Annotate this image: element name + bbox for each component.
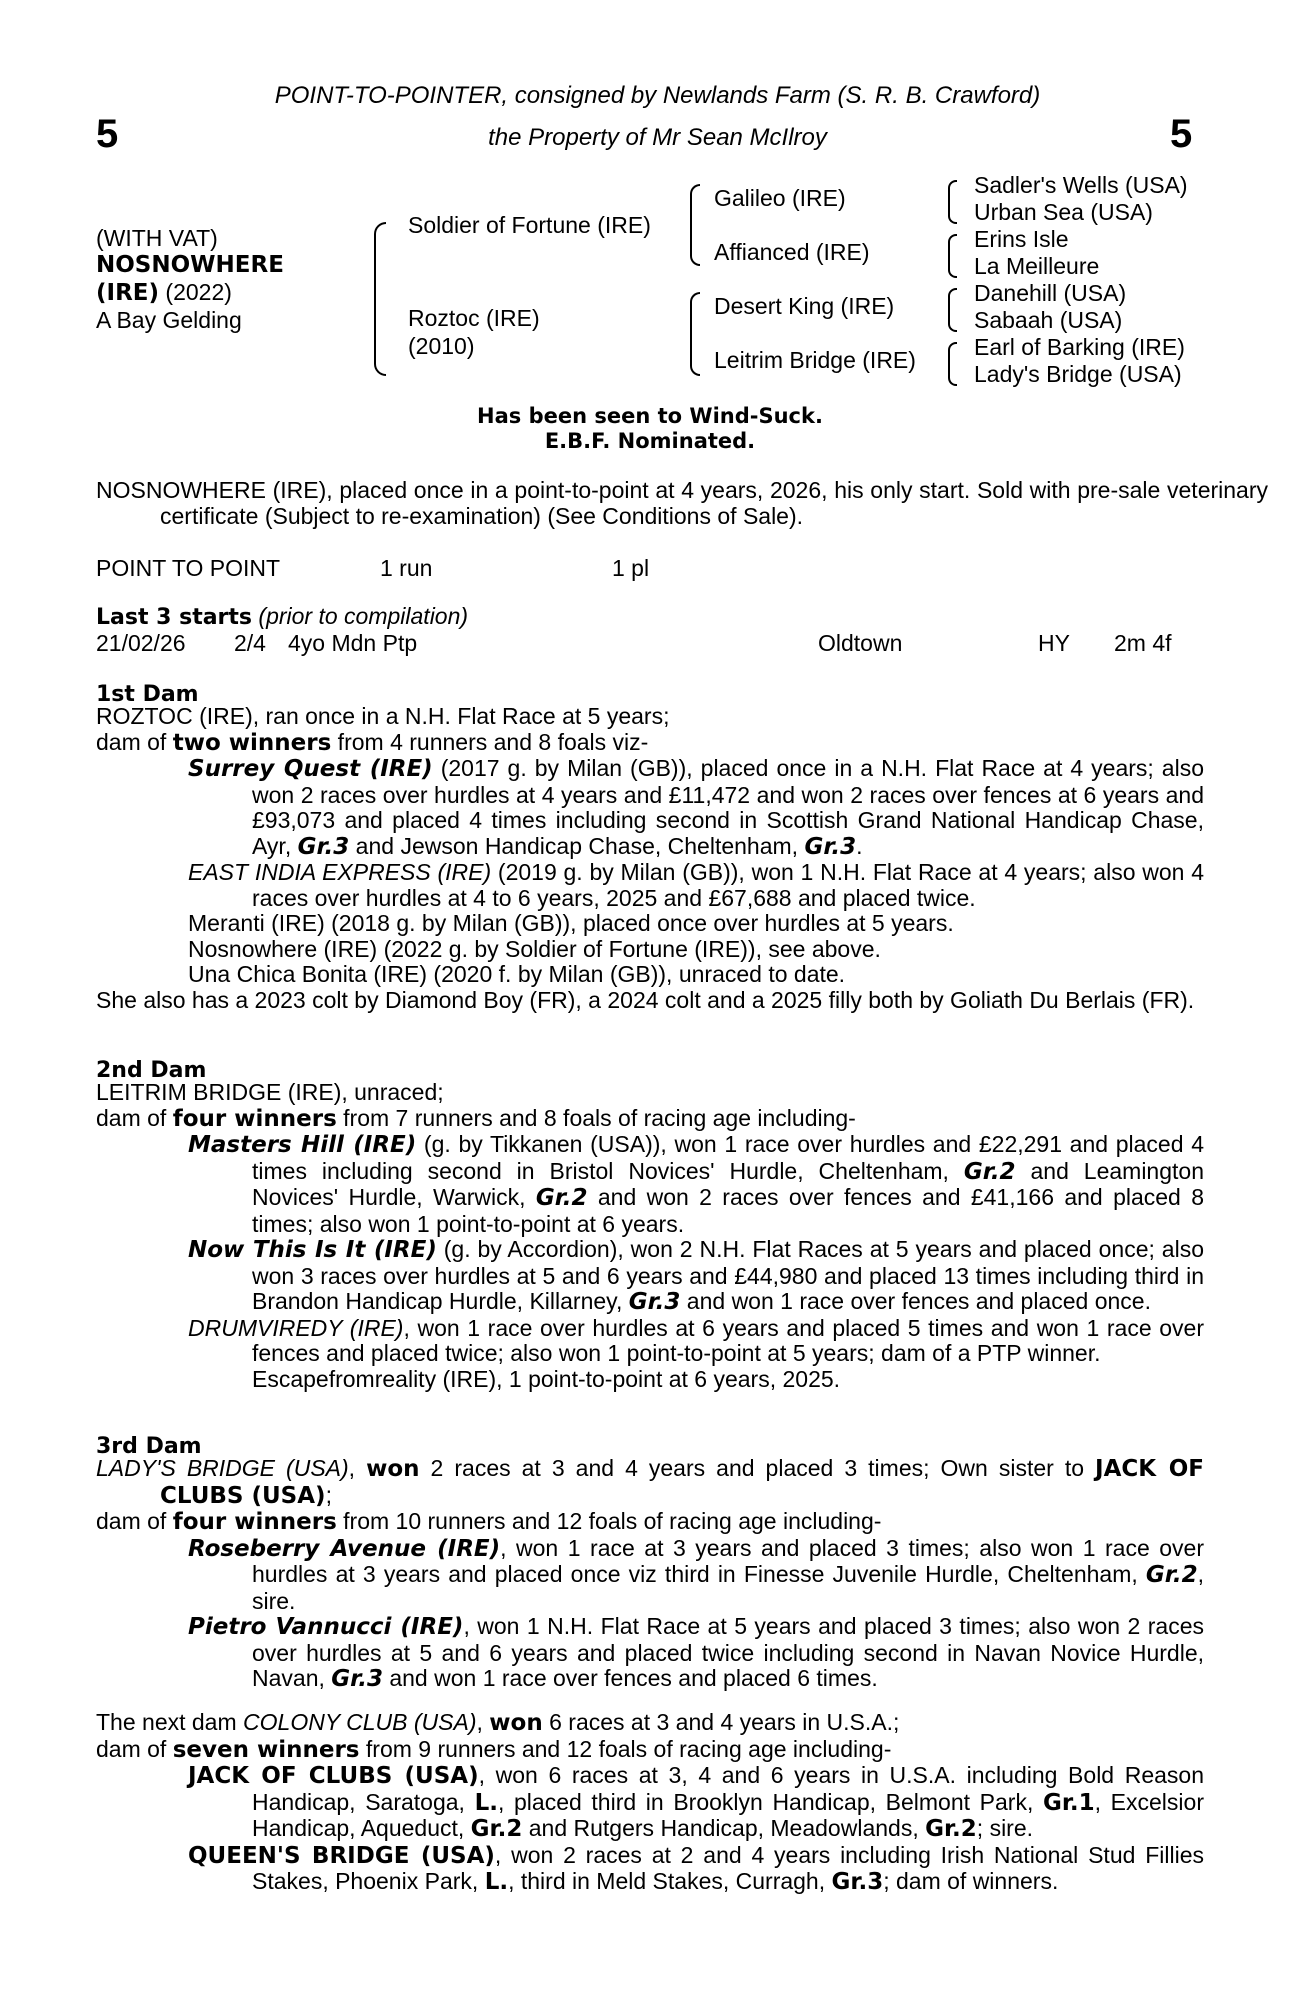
dam2-progeny-1: Masters Hill (IRE) (g. by Tikkanen (USA)), won 1 race over hurdles and £22,291 and placed 4 times including second in Bristol Novices' Hurdle, Cheltenham, Gr.2 and Leamington Novices' Hurdle, Warwick, Gr.2 and won 2 races over fences and £41,166 and placed 8 times; also won 1 point-to-point at 6 years. xyxy=(188,1131,1204,1237)
dam3-progeny-2: Pietro Vannucci (IRE), won 1 N.H. Flat Race at 5 years and placed 3 times; also won 2 races over hurdles at 5 and 6 years and placed twice including second in Navan Novice Hurdle, Navan, Gr.3 and won 1 race over fences and placed 6 times. xyxy=(188,1613,1204,1692)
last-starts-title: Last 3 starts xyxy=(96,605,253,630)
horse-description: A Bay Gelding xyxy=(96,307,242,333)
dam3-line1: LADY'S BRIDGE (USA), won 2 races at 3 and 4 years and placed 3 times; Own sister to JACK OF CLUBS (USA); xyxy=(96,1455,1204,1509)
dam3-line2: dam of four winners from 10 runners and 12 foals of racing age including- xyxy=(96,1508,882,1535)
pedigree-brace-g3 xyxy=(948,288,957,332)
notice-ebf: E.B.F. Nominated. xyxy=(544,429,756,453)
dam2-progeny-2: Now This Is It (IRE) (g. by Accordion), won 2 N.H. Flat Races at 5 years and placed once; also won 3 races over hurdles at 5 and 6 years and £44,980 and placed 13 times including third in Brandon Handicap Hurdle, Killarney, Gr.3 and won 1 race over fences and placed once. xyxy=(188,1236,1204,1315)
dam2-heading-text: 2nd Dam xyxy=(96,1058,207,1083)
pedigree-sire-dam: Affianced (IRE) xyxy=(714,239,870,265)
dam1-progeny-2: EAST INDIA EXPRESS (IRE) (2019 g. by Milan (GB)), won 1 N.H. Flat Race at 4 years; also won 4 races over hurdles at 4 to 6 years, 2025 and £67,688 and placed twice. xyxy=(188,859,1204,911)
consignor-line: POINT-TO-POINTER, consigned by Newlands Farm (S. R. B. Crawford) xyxy=(274,82,1041,109)
pedigree-g3-2: Urban Sea (USA) xyxy=(974,199,1153,225)
pedigree-sire: Soldier of Fortune (IRE) xyxy=(408,212,651,238)
pedigree-g3-8: Lady's Bridge (USA) xyxy=(974,361,1182,387)
pedigree-brace-g1 xyxy=(948,180,957,224)
next-dam-section xyxy=(96,1710,1204,1896)
dam1-progeny-5: Una Chica Bonita (IRE) (2020 f. by Milan (GB)), unraced to date. xyxy=(188,961,846,987)
start-distance: 2m 4f xyxy=(1114,630,1172,656)
pedigree-brace-dam xyxy=(690,292,700,376)
next-dam-line2: dam of seven winners from 9 runners and 12 foals of racing age including- xyxy=(96,1735,892,1763)
start-going: HY xyxy=(1038,630,1070,656)
dam2-line2: dam of four winners from 7 runners and 8 foals of racing age including- xyxy=(96,1104,856,1132)
property-line: the Property of Mr Sean McIlroy xyxy=(488,124,827,151)
last-starts-note: (prior to compilation) xyxy=(258,603,469,629)
dam3-section xyxy=(96,1456,1204,1693)
pedigree-sire-sire: Galileo (IRE) xyxy=(714,185,846,211)
lot-number-left: 5 xyxy=(96,112,119,156)
horse-country: (IRE) xyxy=(96,280,160,306)
pedigree-g3-5: Danehill (USA) xyxy=(974,280,1127,306)
dam1-line1: ROZTOC (IRE), ran once in a N.H. Flat Race at 5 years; xyxy=(96,703,670,729)
next-dam-progeny-2: QUEEN'S BRIDGE (USA), won 2 races at 2 and 4 years including Irish National Stud Fillies Stakes, Phoenix Park, L., third in Meld Stakes, Curragh, Gr.3; dam of winners. xyxy=(188,1841,1204,1895)
dam3-heading-text: 3rd Dam xyxy=(96,1434,202,1459)
next-dam-line1: The next dam COLONY CLUB (USA), won 6 races at 3 and 4 years in U.S.A.; xyxy=(96,1709,900,1736)
pedigree-g3-7: Earl of Barking (IRE) xyxy=(974,334,1185,360)
pedigree-brace-main xyxy=(374,222,386,376)
dam2-progeny-3-sub: Escapefromreality (IRE), 1 point-to-point at 6 years, 2025. xyxy=(252,1365,841,1392)
lot-number-right: 5 xyxy=(1170,112,1193,156)
dam1-progeny-1: Surrey Quest (IRE) (2017 g. by Milan (GB)), placed once in a N.H. Flat Race at 4 years; also won 2 races over hurdles at 4 years and £11,472 and won 2 races over fences at 6 years and £93,073 and placed 4 times including second in Scottish Grand National Handicap Chase, Ayr, Gr.3 and Jewson Handicap Chase, Cheltenham, Gr.3. xyxy=(188,755,1204,860)
start-race: 4yo Mdn Ptp xyxy=(288,630,418,656)
record-placed: 1 pl xyxy=(612,555,650,581)
dam2-section xyxy=(96,1080,1204,1392)
horse-name: NOSNOWHERE xyxy=(96,252,284,278)
dam1-tail: She also has a 2023 colt by Diamond Boy (FR), a 2024 colt and a 2025 filly both by Goliath Du Berlais (FR). xyxy=(96,986,1195,1013)
pedigree-g3-4: La Meilleure xyxy=(974,253,1100,279)
pedigree-brace-g2 xyxy=(948,234,957,278)
dam3-progeny-1: Roseberry Avenue (IRE), won 1 race at 3 years and placed 3 times; also won 1 race over hurdles at 3 years and placed once viz third in Finesse Juvenile Hurdle, Cheltenham, Gr.2, sire. xyxy=(188,1534,1204,1614)
record-label: POINT TO POINT xyxy=(96,555,281,581)
last-starts-heading xyxy=(96,603,468,630)
start-course: Oldtown xyxy=(818,630,903,656)
pedigree-g3-1: Sadler's Wells (USA) xyxy=(974,172,1188,198)
horse-identity xyxy=(96,225,284,334)
pedigree-brace-sire xyxy=(690,184,700,266)
notice-wind-suck: Has been seen to Wind-Suck. xyxy=(477,404,823,428)
vat-label: (WITH VAT) xyxy=(96,225,218,251)
dam1-line2: dam of two winners from 4 runners and 8 foals viz- xyxy=(96,728,649,756)
dam1-progeny-4: Nosnowhere (IRE) (2022 g. by Soldier of Fortune (IRE)), see above. xyxy=(188,935,881,962)
next-dam-progeny-1: JACK OF CLUBS (USA), won 6 races at 3, 4 and 6 years in U.S.A. including Bold Reason Handicap, Saratoga, L., placed third in Brooklyn Handicap, Belmont Park, Gr.1, Excelsior Handicap, Aqueduct, Gr.2 and Rutgers Handicap, Meadowlands, Gr.2; sire. xyxy=(188,1762,1204,1842)
pedigree-g3-3: Erins Isle xyxy=(974,226,1069,252)
summary-paragraph: NOSNOWHERE (IRE), placed once in a point-to-point at 4 years, 2026, his only start. Sold with pre-sale veterinary certificate (Subject to re-examination) (See Conditions of Sale). xyxy=(96,477,1268,529)
record-runs: 1 run xyxy=(380,555,433,581)
dam2-line1: LEITRIM BRIDGE (IRE), unraced; xyxy=(96,1079,444,1105)
dam1-progeny-3: Meranti (IRE) (2018 g. by Milan (GB)), placed once over hurdles at 5 years. xyxy=(188,910,954,936)
pedigree-dam: Roztoc (IRE) xyxy=(408,305,540,331)
dam1-heading-text: 1st Dam xyxy=(96,682,199,707)
dam2-progeny-3: DRUMVIREDY (IRE), won 1 race over hurdles at 6 years and placed 5 times and won 1 race over fences and placed twice; also won 1 point-to-point at 5 years; dam of a PTP winner. xyxy=(188,1314,1204,1366)
start-position: 2/4 xyxy=(234,630,266,656)
pedigree-dam-sire: Desert King (IRE) xyxy=(714,293,895,319)
pedigree-brace-g4 xyxy=(948,342,957,386)
pedigree-g3-6: Sabaah (USA) xyxy=(974,307,1123,333)
dam1-section xyxy=(96,704,1204,1013)
start-date: 21/02/26 xyxy=(96,630,186,656)
pedigree-dam-year: (2010) xyxy=(408,333,475,359)
pedigree-dam-dam: Leitrim Bridge (IRE) xyxy=(714,347,916,373)
horse-year: (2022) xyxy=(165,279,232,305)
